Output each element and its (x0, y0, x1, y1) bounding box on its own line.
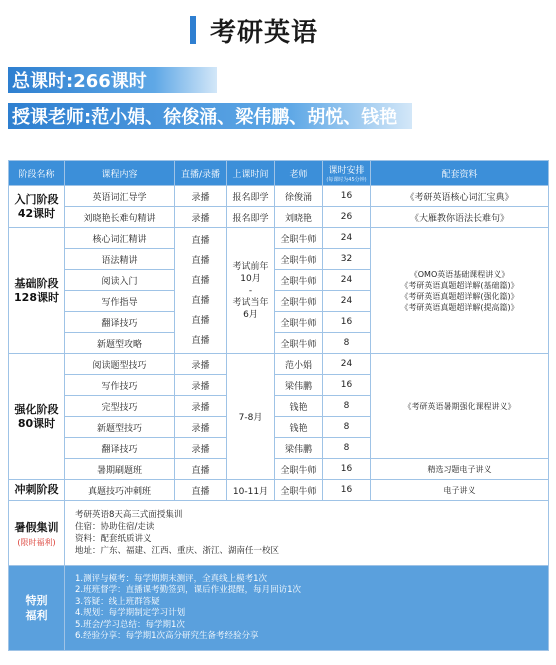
course-content: 新题型技巧 (65, 417, 175, 438)
course-time: 10-11月 (227, 480, 275, 501)
welfare-line-5: 5.班会/学习总结：每学期1次 (75, 619, 185, 630)
course-hours: 24 (323, 291, 371, 312)
table-row (9, 480, 549, 501)
summer-line-2: 住宿：协助住宿/走读 (75, 522, 155, 532)
welfare-row (9, 566, 549, 651)
course-teacher: 徐俊涌 (275, 186, 323, 207)
course-teacher: 全职牛师 (275, 228, 323, 249)
header-stage: 阶段名称 (9, 161, 65, 186)
basic-time-line3: 考试当年 (232, 297, 269, 308)
course-teacher: 梁伟鹏 (275, 375, 323, 396)
course-mode: 录播 (175, 186, 227, 207)
total-hours-banner: 总课时:266课时 (8, 67, 217, 93)
course-mode: 录播 (175, 375, 227, 396)
advanced-materials: 《考研英语暑期强化课程讲义》 (371, 354, 549, 459)
table-header-row (9, 161, 549, 186)
course-content: 新题型攻略 (65, 333, 175, 354)
stage-basic-name: 基础阶段 (14, 276, 59, 290)
basic-time-line2: 10月 (240, 273, 261, 284)
basic-mode-4: 直播 (191, 295, 210, 306)
stage-sprint: 冲刺阶段 (9, 480, 65, 501)
welfare-line-4: 4.规划：每学期制定学习计划 (75, 608, 186, 618)
course-time: 报名即学 (227, 207, 275, 228)
course-mode: 直播 (175, 459, 227, 480)
advanced-time: 7-8月 (227, 354, 275, 480)
welfare-details (65, 566, 549, 651)
course-content: 真题技巧冲刺班 (65, 480, 175, 501)
course-teacher: 全职牛师 (275, 312, 323, 333)
basic-mode-6: 直播 (191, 335, 210, 346)
basic-material-3: 《考研英语真题超详解(强化篇)》 (400, 291, 519, 301)
course-content: 阅读题型技巧 (65, 354, 175, 375)
basic-mode-5: 直播 (191, 315, 210, 326)
summer-line-1: 考研英语8天高三式面授集训 (75, 510, 183, 520)
course-hours: 8 (323, 396, 371, 417)
course-hours: 26 (323, 207, 371, 228)
course-hours: 8 (323, 438, 371, 459)
course-content: 写作技巧 (65, 375, 175, 396)
summer-details (65, 501, 549, 566)
summer-tag: (限时福利) (17, 537, 56, 547)
header-materials: 配套资料 (371, 161, 549, 186)
basic-time-line1: 考试前年 (232, 261, 269, 272)
basic-materials (371, 228, 549, 354)
header-hours-label: 课时安排 (328, 166, 365, 176)
teachers-banner: 授课老师:范小娟、徐俊涌、梁伟鹏、胡悦、钱艳 (8, 103, 412, 129)
course-mode: 录播 (175, 354, 227, 375)
course-teacher: 全职牛师 (275, 270, 323, 291)
basic-mode-2: 直播 (191, 255, 210, 266)
header-hours (323, 161, 371, 186)
page-header (190, 14, 318, 46)
table-row (9, 207, 549, 228)
course-content: 写作指导 (65, 291, 175, 312)
stage-intro-name: 入门阶段 (14, 192, 59, 206)
course-teacher: 钱艳 (275, 417, 323, 438)
course-teacher: 全职牛师 (275, 480, 323, 501)
course-teacher: 全职牛师 (275, 459, 323, 480)
course-hours: 16 (323, 375, 371, 396)
course-hours: 16 (323, 459, 371, 480)
stage-intro-hours: 42课时 (17, 206, 56, 220)
course-mode: 录播 (175, 207, 227, 228)
course-time: 报名即学 (227, 186, 275, 207)
course-hours: 16 (323, 480, 371, 501)
course-materials: 电子讲义 (371, 480, 549, 501)
basic-time-dash: - (248, 285, 253, 296)
header-time: 上课时间 (227, 161, 275, 186)
stage-intro (9, 186, 65, 228)
course-content: 完型技巧 (65, 396, 175, 417)
welfare-line-1: 1.测评与模考：每学期期末测评，全真线上模考1次 (75, 573, 268, 584)
course-hours: 16 (323, 186, 371, 207)
course-hours: 24 (323, 354, 371, 375)
header-mode: 直播/录播 (175, 161, 227, 186)
course-teacher: 范小娟 (275, 354, 323, 375)
summer-line-3: 资料：配套纸质讲义 (75, 534, 152, 544)
summer-line-4: 地址：广东、福建、江西、重庆、浙江、湖南任一校区 (75, 546, 280, 556)
basic-material-1: 《OMO英语基础课程讲义》 (409, 269, 510, 279)
welfare-stage-line1: 特别 (25, 594, 48, 607)
course-content: 翻译技巧 (65, 438, 175, 459)
stage-basic (9, 228, 65, 354)
course-hours: 24 (323, 270, 371, 291)
course-mode: 直播 (175, 480, 227, 501)
course-content: 暑期刷题班 (65, 459, 175, 480)
course-content: 语法精讲 (65, 249, 175, 270)
course-teacher: 全职牛师 (275, 291, 323, 312)
course-hours: 8 (323, 417, 371, 438)
course-teacher: 全职牛师 (275, 249, 323, 270)
header-hours-note: (每课时为45分钟) (326, 177, 367, 183)
course-schedule-table (8, 160, 549, 651)
header-teacher: 老师 (275, 161, 323, 186)
basic-time-line4: 6月 (243, 309, 258, 320)
summer-row (9, 501, 549, 566)
course-mode: 录播 (175, 396, 227, 417)
stage-advanced (9, 354, 65, 480)
stage-advanced-name: 强化阶段 (14, 402, 59, 416)
course-mode: 录播 (175, 417, 227, 438)
course-teacher: 全职牛师 (275, 333, 323, 354)
course-mode: 录播 (175, 438, 227, 459)
basic-mode-1: 直播 (191, 235, 210, 246)
course-hours: 24 (323, 228, 371, 249)
table-row (9, 459, 549, 480)
basic-mode-3: 直播 (191, 275, 210, 286)
table-row (9, 186, 549, 207)
course-content: 英语词汇导学 (65, 186, 175, 207)
course-teacher: 梁伟鹏 (275, 438, 323, 459)
header-content: 课程内容 (65, 161, 175, 186)
course-content: 核心词汇精讲 (65, 228, 175, 249)
welfare-line-6: 6.经验分享：每学期1次高分研究生备考经验分享 (75, 631, 259, 641)
course-content: 阅读入门 (65, 270, 175, 291)
basic-material-4: 《考研英语真题超详解(提高篇)》 (400, 302, 519, 312)
stage-basic-hours: 128课时 (14, 290, 59, 304)
course-content: 翻译技巧 (65, 312, 175, 333)
course-teacher: 钱艳 (275, 396, 323, 417)
basic-material-2: 《考研英语真题超详解(基础篇)》 (400, 280, 519, 290)
stage-advanced-hours: 80课时 (17, 416, 56, 430)
course-teacher: 刘晓艳 (275, 207, 323, 228)
basic-time (227, 228, 275, 354)
welfare-line-3: 3.答疑：线上班群答疑 (75, 596, 160, 607)
summer-stage (9, 501, 65, 566)
course-hours: 8 (323, 333, 371, 354)
page-title: 考研英语 (210, 17, 319, 48)
course-hours: 32 (323, 249, 371, 270)
course-materials: 《大雁教你语法长难句》 (371, 207, 549, 228)
course-materials: 《考研英语核心词汇宝典》 (371, 186, 549, 207)
summer-stage-name: 暑假集训 (14, 520, 59, 534)
course-content: 刘晓艳长难句精讲 (65, 207, 175, 228)
table-row (9, 354, 549, 375)
basic-mode (175, 228, 227, 354)
welfare-stage (9, 566, 65, 651)
course-materials: 精选习题电子讲义 (371, 459, 549, 480)
table-row (9, 228, 549, 249)
title-accent-bar (190, 16, 196, 44)
welfare-stage-line2: 福利 (25, 609, 48, 622)
welfare-line-2: 2.班班督学：直播课考勤签到，课后作业提醒，每月回访1次 (75, 585, 302, 595)
course-hours: 16 (323, 312, 371, 333)
